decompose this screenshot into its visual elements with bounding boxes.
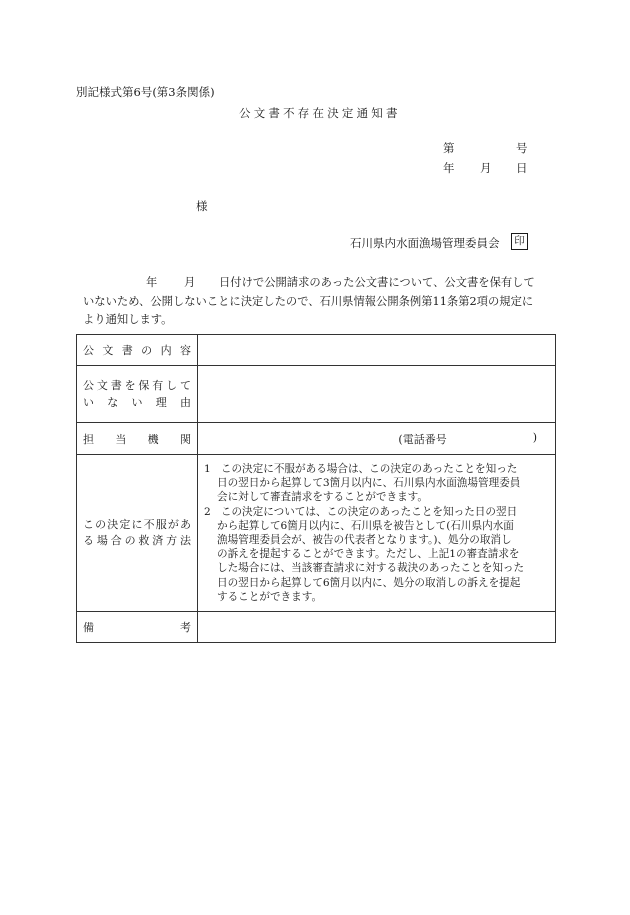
- date-day-label: 日: [516, 161, 528, 175]
- table-row-document-content: [77, 335, 556, 366]
- label-reason: [77, 366, 198, 423]
- notice-table: [76, 334, 556, 643]
- remedy-item-1-line-1: [204, 462, 549, 476]
- remedy-item-2-line-7: することができます。: [217, 590, 323, 603]
- label-char: い: [131, 396, 143, 409]
- table-row-department: [77, 423, 556, 455]
- document-title: 公文書不存在決定通知書: [239, 106, 401, 120]
- remedy-item-1-number: 1: [204, 462, 211, 475]
- remedy-item-1-line-3: 会に対して審査請求をすることができます。: [217, 491, 429, 504]
- seal-mark: 印: [511, 233, 528, 250]
- label-department: [77, 423, 198, 455]
- label-char: 内: [160, 344, 172, 357]
- label-char: 由: [180, 396, 191, 409]
- remarks-value[interactable]: [198, 612, 556, 643]
- form-number: 別記様式第6号(第3条関係): [76, 85, 215, 99]
- body-text-line-3: より通知します。: [83, 313, 173, 326]
- reason-value[interactable]: [198, 366, 556, 423]
- remedy-item-2-line-2: から起算して6箇月以内に、石川県を被告として(石川県内水面: [217, 519, 514, 532]
- label-remedy: [77, 455, 198, 612]
- label-char: 担: [83, 432, 94, 446]
- phone-number-close: ): [532, 430, 537, 444]
- label-reason-line-1: 公文書を保有して: [83, 379, 191, 392]
- label-char: 文: [102, 344, 114, 357]
- remedy-item-2-number: 2: [204, 505, 211, 518]
- body-year-label: 年: [146, 276, 158, 289]
- addressee-honorific: 様: [196, 199, 208, 213]
- label-document-content: [77, 335, 198, 366]
- body-text-line-1: 日付けで公開請求のあった公文書について、公文書を保有して: [219, 276, 535, 289]
- document-content-value[interactable]: [198, 335, 556, 366]
- label-char: 備: [83, 621, 94, 634]
- body-text-line-2: いないため、公開しないことに決定したので、石川県情報公開条例第11条第2項の規定に: [83, 295, 534, 308]
- label-char: 書: [121, 344, 133, 357]
- remedy-text: [198, 455, 556, 612]
- date-month-label: 月: [480, 161, 492, 175]
- remedy-item-1-line-2: 日の翌日から起算して3箇月以内に、石川県内水面漁場管理委員: [217, 477, 521, 490]
- label-char: 当: [115, 432, 127, 446]
- label-char: 容: [179, 344, 191, 357]
- label-remarks: [77, 612, 198, 643]
- label-char: 理: [155, 396, 167, 409]
- table-row-reason: [77, 366, 556, 423]
- label-char: な: [107, 396, 119, 409]
- table-row-remarks: [77, 612, 556, 643]
- date-year-label: 年: [443, 161, 455, 175]
- remedy-item-2-line-4: の訴えを提起することができます。ただし、上記1の審査請求を: [217, 548, 520, 561]
- label-remedy-text: この決定に不服がある場合の救済方法: [83, 518, 191, 547]
- document-number-prefix: 第: [443, 141, 455, 155]
- phone-number-label: (電話番号: [398, 432, 447, 446]
- label-char: 機: [147, 432, 159, 446]
- document-number-suffix: 号: [516, 141, 528, 155]
- label-char: い: [83, 396, 94, 409]
- table-row-remedy: [77, 455, 556, 612]
- label-char: の: [141, 344, 153, 357]
- label-char: 関: [179, 432, 191, 446]
- remedy-item-2-line-3: 漁場管理委員会が、被告の代表者となります。)、処分の取消し: [217, 534, 512, 546]
- remedy-item-1-text: この決定に不服がある場合は、この決定のあったことを知った: [220, 462, 518, 475]
- remedy-item-2-text: この決定については、この決定のあったことを知った日の翌日: [220, 505, 518, 518]
- body-month-label: 月: [184, 276, 196, 289]
- remedy-item-2-line-1: [204, 505, 549, 519]
- sender-name: 石川県内水面漁場管理委員会: [350, 236, 500, 250]
- label-char: 公: [83, 344, 94, 357]
- department-value[interactable]: [198, 423, 556, 455]
- remedy-item-2-line-6: 日の翌日から起算して6箇月以内に、処分の取消しの訴えを提起: [217, 576, 521, 589]
- phone-number-blank[interactable]: [447, 431, 533, 447]
- remedy-item-2-line-5: した場合には、当該審査請求に対する裁決のあったことを知った: [217, 562, 525, 575]
- label-char: 考: [180, 621, 191, 634]
